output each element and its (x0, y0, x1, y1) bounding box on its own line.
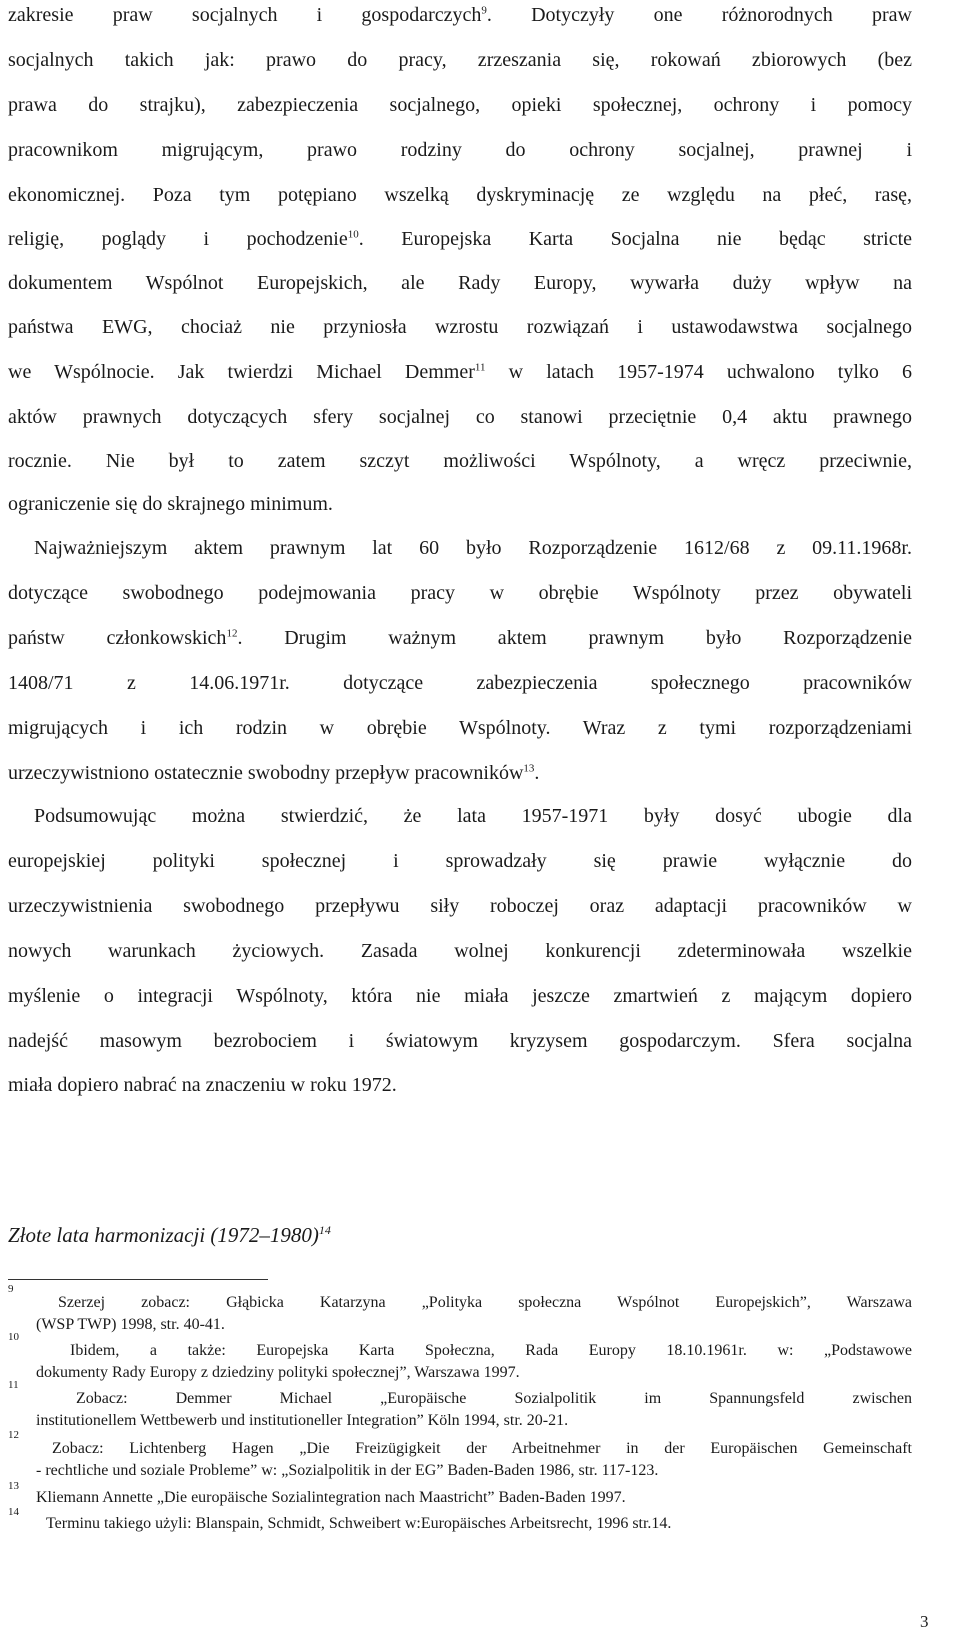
footnote-ref-9[interactable]: 9 (481, 4, 487, 17)
footnote-ref-11[interactable]: 11 (474, 361, 486, 374)
footnote-line: dokumenty Rady Europy z dziedziny polityki społecznej”, Warszawa 1997. (36, 1364, 520, 1381)
text-line: zakresie praw socjalnych i gospodarczych$^9$. Dotyczyły one różnorodnych praw (8, 4, 912, 26)
footnote-number: 9 (8, 1283, 14, 1295)
text-line: urzeczywistnienia swobodnego przepływu siły roboczej oraz adaptacji pracowników w (8, 895, 912, 917)
footnote-number: 11 (8, 1379, 19, 1391)
text-line: migrujących i ich rodzin w obrębie Wspólnoty. Wraz z tymi rozporządzeniami (8, 717, 912, 739)
text-line: rocznie. Nie był to zatem szczyt możliwości Wspólnoty, a wręcz przeciwnie, (8, 450, 912, 472)
footnote-number: 13 (8, 1480, 19, 1492)
text-line: dokumentem Wspólnot Europejskich, ale Rady Europy, wywarła duży wpływ na (8, 272, 912, 294)
footnote-line: Szerzej zobacz: Głąbicka Katarzyna „Polityka społeczna Wspólnot Europejskich”, Warszawa (58, 1294, 912, 1311)
footnote-ref-12[interactable]: 12 (226, 627, 238, 640)
footnote-line: Zobacz: Lichtenberg Hagen „Die Freizügigkeit der Arbeitnehmer in der Europäischen Gemeinschaft (52, 1440, 912, 1457)
footnote-number: 14 (8, 1506, 19, 1518)
footnote-line: (WSP TWP) 1998, str. 40-41. (36, 1316, 225, 1333)
text-line: pracownikom migrującym, prawo rodziny do ochrony socjalnej, prawnej i (8, 139, 912, 161)
text-line: Podsumowując można stwierdzić, że lata 1957-1971 były dosyć ubogie dla (34, 805, 912, 827)
text-line: 1408/71 z 14.06.1971r. dotyczące zabezpieczenia społecznego pracowników (8, 672, 912, 694)
text-line: socjalnych takich jak: prawo do pracy, zrzeszania się, rokowań zbiorowych (bez (8, 49, 912, 71)
text-line: we Wspólnocie. Jak twierdzi Michael Demmer$^{11}$ w latach 1957-1974 uchwalono tylko 6 (8, 361, 913, 383)
text-line: nadejść masowym bezrobociem i światowym kryzysem gospodarczym. Sfera socjalna (8, 1030, 912, 1052)
text-line: ograniczenie się do skrajnego minimum. (8, 493, 333, 515)
text-line: państwa EWG, chociaż nie przyniosła wzrostu rozwiązań i ustawodawstwa socjalnego (8, 316, 912, 338)
section-heading: Złote lata harmonizacji (1972–1980)$^{14}$ (8, 1223, 331, 1247)
footnote-ref-13[interactable]: 13 (523, 762, 535, 775)
text-line: religię, poglądy i pochodzenie$^{10}$. Europejska Karta Socjalna nie będąc stricte (8, 228, 913, 250)
text-line: myślenie o integracji Wspólnoty, która nie miała jeszcze zmartwień z mającym dopiero (8, 985, 912, 1007)
footnote-ref-10[interactable]: 10 (347, 228, 359, 241)
text-line: miała dopiero nabrać na znaczeniu w roku 1972. (8, 1074, 397, 1096)
footnote-line: Terminu takiego użyli: Blanspain, Schmidt, Schweibert w:Europäisches Arbeitsrecht, 1996 str.14. (46, 1515, 672, 1532)
footnote-line: - rechtliche und soziale Probleme” w: „Sozialpolitik in der EG” Baden-Baden 1986, str. 117-123. (36, 1462, 659, 1479)
footnote-number: 12 (8, 1429, 19, 1441)
text-line: Najważniejszym aktem prawnym lat 60 było Rozporządzenie 1612/68 z 09.11.1968r. (34, 537, 912, 559)
text-line: państw członkowskich$^{12}$. Drugim ważnym aktem prawnym było Rozporządzenie (8, 627, 912, 649)
footnote-line: Zobacz: Demmer Michael „Europäische Sozialpolitik im Spannungsfeld zwischen (76, 1390, 912, 1407)
footnote-line: institutionellem Wettbewerb und institutioneller Integration” Köln 1994, str. 20-21. (36, 1412, 569, 1429)
footnote-separator (8, 1279, 268, 1280)
footnote-ref-14[interactable]: 14 (318, 1223, 331, 1237)
text-line: prawa do strajku), zabezpieczenia socjalnego, opieki społecznej, ochrony i pomocy (8, 94, 912, 116)
text-line: dotyczące swobodnego podejmowania pracy w obrębie Wspólnoty przez obywateli (8, 582, 912, 604)
footnote-line: Ibidem, a także: Europejska Karta Społeczna, Rada Europy 18.10.1961r. w: „Podstawowe (70, 1342, 912, 1359)
text-line: europejskiej polityki społecznej i sprowadzały się prawie wyłącznie do (8, 850, 912, 872)
page-number: 3 (920, 1612, 929, 1631)
text-line: urzeczywistniono ostatecznie swobodny przepływ pracowników$^{13}$. (8, 762, 540, 784)
text-line: ekonomicznej. Poza tym potępiano wszelką dyskryminację ze względu na płeć, rasę, (8, 184, 912, 206)
text-line: aktów prawnych dotyczących sfery socjalnej co stanowi przeciętnie 0,4 aktu prawnego (8, 406, 912, 428)
footnote-line: Kliemann Annette „Die europäische Sozialintegration nach Maastricht” Baden-Baden 1997. (36, 1489, 626, 1506)
footnote-number: 10 (8, 1331, 19, 1343)
text-line: nowych warunkach życiowych. Zasada wolnej konkurencji zdeterminowała wszelkie (8, 940, 912, 962)
